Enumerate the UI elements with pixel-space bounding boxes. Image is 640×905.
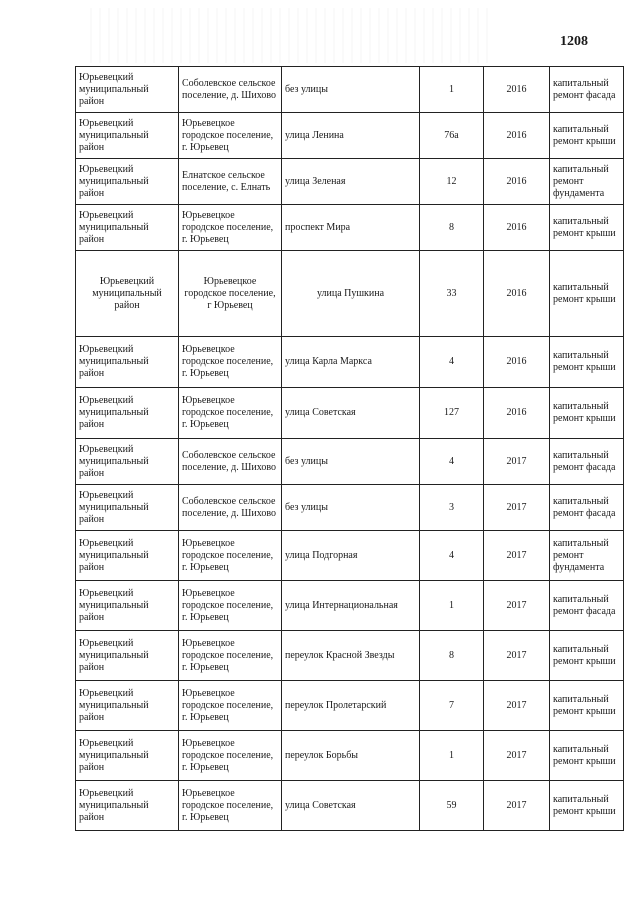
house-cell: 3 <box>420 485 484 531</box>
work-cell: капитальный ремонт крыши <box>550 113 624 159</box>
house-cell: 4 <box>420 337 484 388</box>
work-cell: капитальный ремонт крыши <box>550 251 624 337</box>
district-cell: Юрьевецкий муниципальный район <box>76 439 179 485</box>
year-cell: 2016 <box>484 205 550 251</box>
settlement-cell: Соболевское сельское поселение, д. Шихово <box>179 439 282 485</box>
work-cell: капитальный ремонт крыши <box>550 781 624 831</box>
street-cell: проспект Мира <box>282 205 420 251</box>
settlement-cell: Соболевское сельское поселение, д. Шихово <box>179 67 282 113</box>
work-cell: капитальный ремонт крыши <box>550 205 624 251</box>
settlement-cell: Юрьевецкое городское поселение, г. Юрьевец <box>179 631 282 681</box>
year-cell: 2017 <box>484 485 550 531</box>
table-row <box>76 581 624 631</box>
district-cell: Юрьевецкий муниципальный район <box>76 113 179 159</box>
settlement-cell: Юрьевецкое городское поселение, г. Юрьевец <box>179 731 282 781</box>
year-cell: 2016 <box>484 113 550 159</box>
year-cell: 2016 <box>484 159 550 205</box>
work-cell: капитальный ремонт фасада <box>550 439 624 485</box>
year-cell: 2017 <box>484 781 550 831</box>
district-cell: Юрьевецкий муниципальный район <box>76 781 179 831</box>
street-cell: без улицы <box>282 485 420 531</box>
street-cell: улица Советская <box>282 388 420 439</box>
table-row <box>76 681 624 731</box>
house-cell: 59 <box>420 781 484 831</box>
street-cell: без улицы <box>282 439 420 485</box>
work-cell: капитальный ремонт крыши <box>550 337 624 388</box>
settlement-cell: Юрьевецкое городское поселение, г Юрьевец <box>179 251 282 337</box>
street-cell: переулок Пролетарский <box>282 681 420 731</box>
house-cell: 1 <box>420 731 484 781</box>
district-cell: Юрьевецкий муниципальный район <box>76 485 179 531</box>
district-cell: Юрьевецкий муниципальный район <box>76 631 179 681</box>
street-cell: улица Зеленая <box>282 159 420 205</box>
district-cell: Юрьевецкий муниципальный район <box>76 159 179 205</box>
table-row <box>76 485 624 531</box>
street-cell: улица Пушкина <box>282 251 420 337</box>
table-row <box>76 113 624 159</box>
work-cell: капитальный ремонт крыши <box>550 631 624 681</box>
district-cell: Юрьевецкий муниципальный район <box>76 531 179 581</box>
work-cell: капитальный ремонт крыши <box>550 681 624 731</box>
year-cell: 2016 <box>484 337 550 388</box>
year-cell: 2016 <box>484 388 550 439</box>
settlement-cell: Соболевское сельское поселение, д. Шихово <box>179 485 282 531</box>
work-cell: капитальный ремонт фасада <box>550 581 624 631</box>
house-cell: 4 <box>420 439 484 485</box>
table-row <box>76 388 624 439</box>
settlement-cell: Елнатское сельское поселение, с. Елнать <box>179 159 282 205</box>
year-cell: 2016 <box>484 67 550 113</box>
year-cell: 2017 <box>484 631 550 681</box>
work-cell: капитальный ремонт крыши <box>550 388 624 439</box>
table-row <box>76 731 624 781</box>
repair-registry-table <box>75 66 624 831</box>
street-cell: без улицы <box>282 67 420 113</box>
district-cell: Юрьевецкий муниципальный район <box>76 67 179 113</box>
street-cell: улица Ленина <box>282 113 420 159</box>
table-row <box>76 251 624 337</box>
street-cell: переулок Борьбы <box>282 731 420 781</box>
street-cell: улица Карла Маркса <box>282 337 420 388</box>
settlement-cell: Юрьевецкое городское поселение, г. Юрьевец <box>179 531 282 581</box>
house-cell: 33 <box>420 251 484 337</box>
table-row <box>76 531 624 581</box>
year-cell: 2017 <box>484 581 550 631</box>
table-row <box>76 67 624 113</box>
district-cell: Юрьевецкий муниципальный район <box>76 251 179 337</box>
street-cell: переулок Красной Звезды <box>282 631 420 681</box>
settlement-cell: Юрьевецкое городское поселение, г. Юрьевец <box>179 113 282 159</box>
district-cell: Юрьевецкий муниципальный район <box>76 581 179 631</box>
house-cell: 7 <box>420 681 484 731</box>
house-cell: 1 <box>420 581 484 631</box>
house-cell: 4 <box>420 531 484 581</box>
house-cell: 8 <box>420 631 484 681</box>
house-cell: 127 <box>420 388 484 439</box>
year-cell: 2017 <box>484 681 550 731</box>
table-row <box>76 631 624 681</box>
settlement-cell: Юрьевецкое городское поселение, г. Юрьевец <box>179 781 282 831</box>
street-cell: улица Подгорная <box>282 531 420 581</box>
district-cell: Юрьевецкий муниципальный район <box>76 205 179 251</box>
work-cell: капитальный ремонт фундамента <box>550 531 624 581</box>
settlement-cell: Юрьевецкое городское поселение, г. Юрьевец <box>179 205 282 251</box>
table-row <box>76 781 624 831</box>
year-cell: 2017 <box>484 531 550 581</box>
table-row <box>76 159 624 205</box>
page-number: 1208 <box>560 34 588 49</box>
settlement-cell: Юрьевецкое городское поселение, г. Юрьевец <box>179 388 282 439</box>
work-cell: капитальный ремонт фасада <box>550 485 624 531</box>
settlement-cell: Юрьевецкое городское поселение, г. Юрьевец <box>179 681 282 731</box>
house-cell: 8 <box>420 205 484 251</box>
street-cell: улица Советская <box>282 781 420 831</box>
settlement-cell: Юрьевецкое городское поселение, г. Юрьевец <box>179 581 282 631</box>
work-cell: капитальный ремонт крыши <box>550 731 624 781</box>
district-cell: Юрьевецкий муниципальный район <box>76 731 179 781</box>
district-cell: Юрьевецкий муниципальный район <box>76 337 179 388</box>
street-cell: улица Интернациональная <box>282 581 420 631</box>
settlement-cell: Юрьевецкое городское поселение, г. Юрьевец <box>179 337 282 388</box>
house-cell: 12 <box>420 159 484 205</box>
work-cell: капитальный ремонт фасада <box>550 67 624 113</box>
house-cell: 76а <box>420 113 484 159</box>
scan-noise <box>90 8 490 63</box>
work-cell: капитальный ремонт фундамента <box>550 159 624 205</box>
year-cell: 2017 <box>484 439 550 485</box>
table-row <box>76 205 624 251</box>
table-row <box>76 337 624 388</box>
district-cell: Юрьевецкий муниципальный район <box>76 681 179 731</box>
district-cell: Юрьевецкий муниципальный район <box>76 388 179 439</box>
house-cell: 1 <box>420 67 484 113</box>
year-cell: 2016 <box>484 251 550 337</box>
year-cell: 2017 <box>484 731 550 781</box>
table-row <box>76 439 624 485</box>
